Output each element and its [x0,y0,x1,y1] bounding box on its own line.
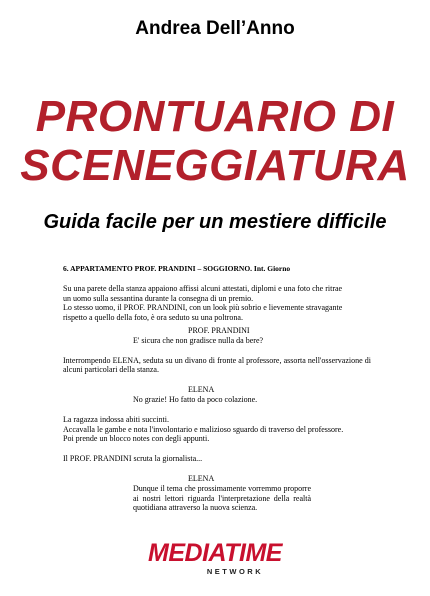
publisher-logo [0,541,430,576]
publisher-name: MEDIATIME [148,539,282,567]
action-line: Il PROF. PRANDINI scruta la giornalista... [63,454,203,464]
dialogue: No grazie! Ho fatto da poco colazione. [133,394,258,404]
action-line: rispetto a quello della foto, è ora seduto su una poltrona. [63,313,243,323]
book-subtitle: Guida facile per un mestiere difficile [43,211,387,233]
action-paragraph: Interrompendo ELENA, seduta su un divano di fronte al professore, assorta nell'osservazione di alcuni particolari della stanza. [63,355,371,375]
action-line: Poi prende un blocco notes con degli appunti. [63,434,210,444]
action-line: Lo stesso uomo, il PROF. PRANDINI, con un look più sobrio e lievemente stravagante [63,303,343,313]
action-line: Su una parete della stanza appaiono affissi alcuni attestati, diplomi e una foto che ritrae [63,283,343,293]
dialogue: Dunque il tema che prossimamente vorremmo proporre ai nostri lettori riguarda l'interpretazione della realtà quotidiana attraverso la nuova scienza. [133,483,311,513]
scene-heading: 6. APPARTAMENTO PROF. PRANDINI – SOGGIORNO. Int. Giorno [63,264,291,273]
book-title-line-2: SCENEGGIATURA [20,141,410,190]
publisher-subname: NETWORK [206,567,264,576]
action-line: un uomo sulla sessantina durante la consegna di un premio. [63,293,254,303]
character-name: ELENA [188,473,215,483]
character-name: PROF. PRANDINI [188,325,250,335]
action-line: La ragazza indossa abiti succinti. [63,414,169,424]
screenplay-excerpt [63,264,371,513]
book-title-line-1: PRONTUARIO DI [35,92,395,141]
character-name: ELENA [188,385,215,395]
author-name: Andrea Dell’Anno [135,18,295,39]
action-line: Accavalla le gambe e nota l'involontario e malizioso sguardo di traverso del professore. [63,424,344,434]
dialogue: E' sicura che non gradisce nulla da bere? [133,335,264,345]
